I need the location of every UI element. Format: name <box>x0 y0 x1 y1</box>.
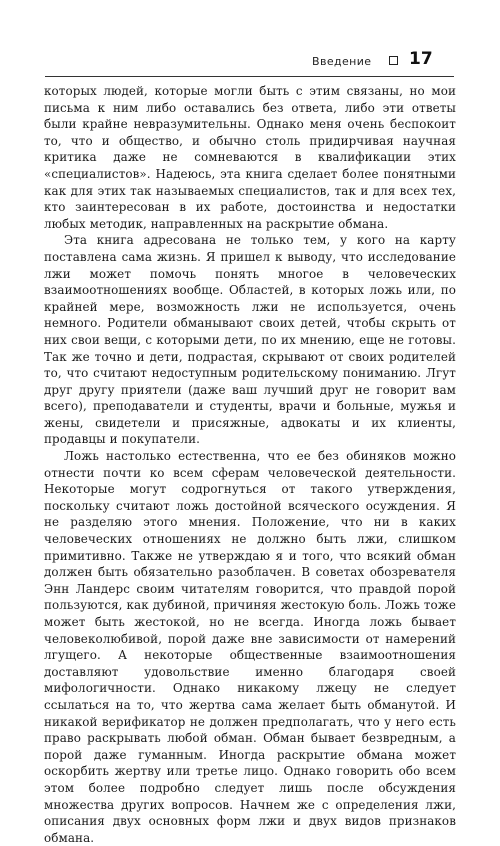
paragraph <box>44 448 456 846</box>
square-icon <box>389 56 398 65</box>
page-number: 17 <box>409 49 433 69</box>
paragraph-text: Эта книга адресована не только тем, у кого на карту поставлена сама жизнь. Я пришел к выводу, что исследование лжи может помочь понять многое в человеческих взаимоотношениях вообще. Областей, в которых ложь или, по крайней мере, возможность лжи не используется, очень немного. Родители обманывают своих детей, чтобы скрыть от них свои вещи, с которыми дети, по их мнению, еще не готовы. Так же точно и дети, подрастая, скрывают от своих родителей то, что считают недоступным родительскому пониманию. Лгут друг другу приятели (даже ваш лучший друг не говорит вам всего), преподаватели и студенты, врачи и больные, мужья и жены, свидетели и присяжные, адвокаты и их клиенты, продавцы и покупатели. <box>44 233 456 447</box>
paragraph-text: Ложь настолько естественна, что ее без обиняков можно отнести почти ко всем сферам человеческой деятельности. Некоторые могут содрогнуться от такого утверждения, поскольку считают ложь достойной всяческого осуждения. Я не разделяю этого мнения. Положение, что ни в каких человеческих отношениях не должно быть лжи, слишком примитивно. Также не утверждаю я и того, что всякий обман должен быть обязательно разоблачен. В советах обозревателя Энн Ландерс своим читателям говорится, что правдой порой пользуются, как дубиной, причиняя жестокую боль. Ложь тоже может быть жестокой, но не всегда. Иногда ложь бывает человеколюбивой, порой даже вне зависимости от намерений лгущего. А некоторые общественные взаимоотношения доставляют удовольствие именно благодаря своей мифологичности. Однако никакому лжецу не следует ссылаться на то, что жертва сама желает быть обманутой. И никакой верификатор не должен предполагать, что у него есть право раскрывать любой обман. Обман бывает безвредным, а порой даже гуманным. Иногда раскрытие обмана может оскорбить жертву или третье лицо. Однако говорить обо всем этом более подробно следует лишь после обсуждения множества других вопросов. Начнем же с определения лжи, описания двух основных форм лжи и двух видов признаков обмана. <box>44 449 456 845</box>
running-head: Введение <box>312 55 372 68</box>
paragraph-text: которых людей, которые могли быть с этим связаны, но мои письма к ним либо оставались без ответа, либо эти ответы были крайне невразумительны. Однако меня очень беспокоит то, что и общество, и обычно столь придирчивая научная критика даже не сомневаются в квалификации этих «специалистов». Надеюсь, эта книга сделает более понятными как для этих так называемых специалистов, так и для всех тех, кто заинтересован в их работе, достоинства и недостатки любых методик, направленных на раскрытие обмана. <box>44 84 456 231</box>
header-rule <box>45 76 454 77</box>
paragraph <box>44 232 456 448</box>
page-header <box>0 48 500 78</box>
paragraph <box>44 83 456 232</box>
